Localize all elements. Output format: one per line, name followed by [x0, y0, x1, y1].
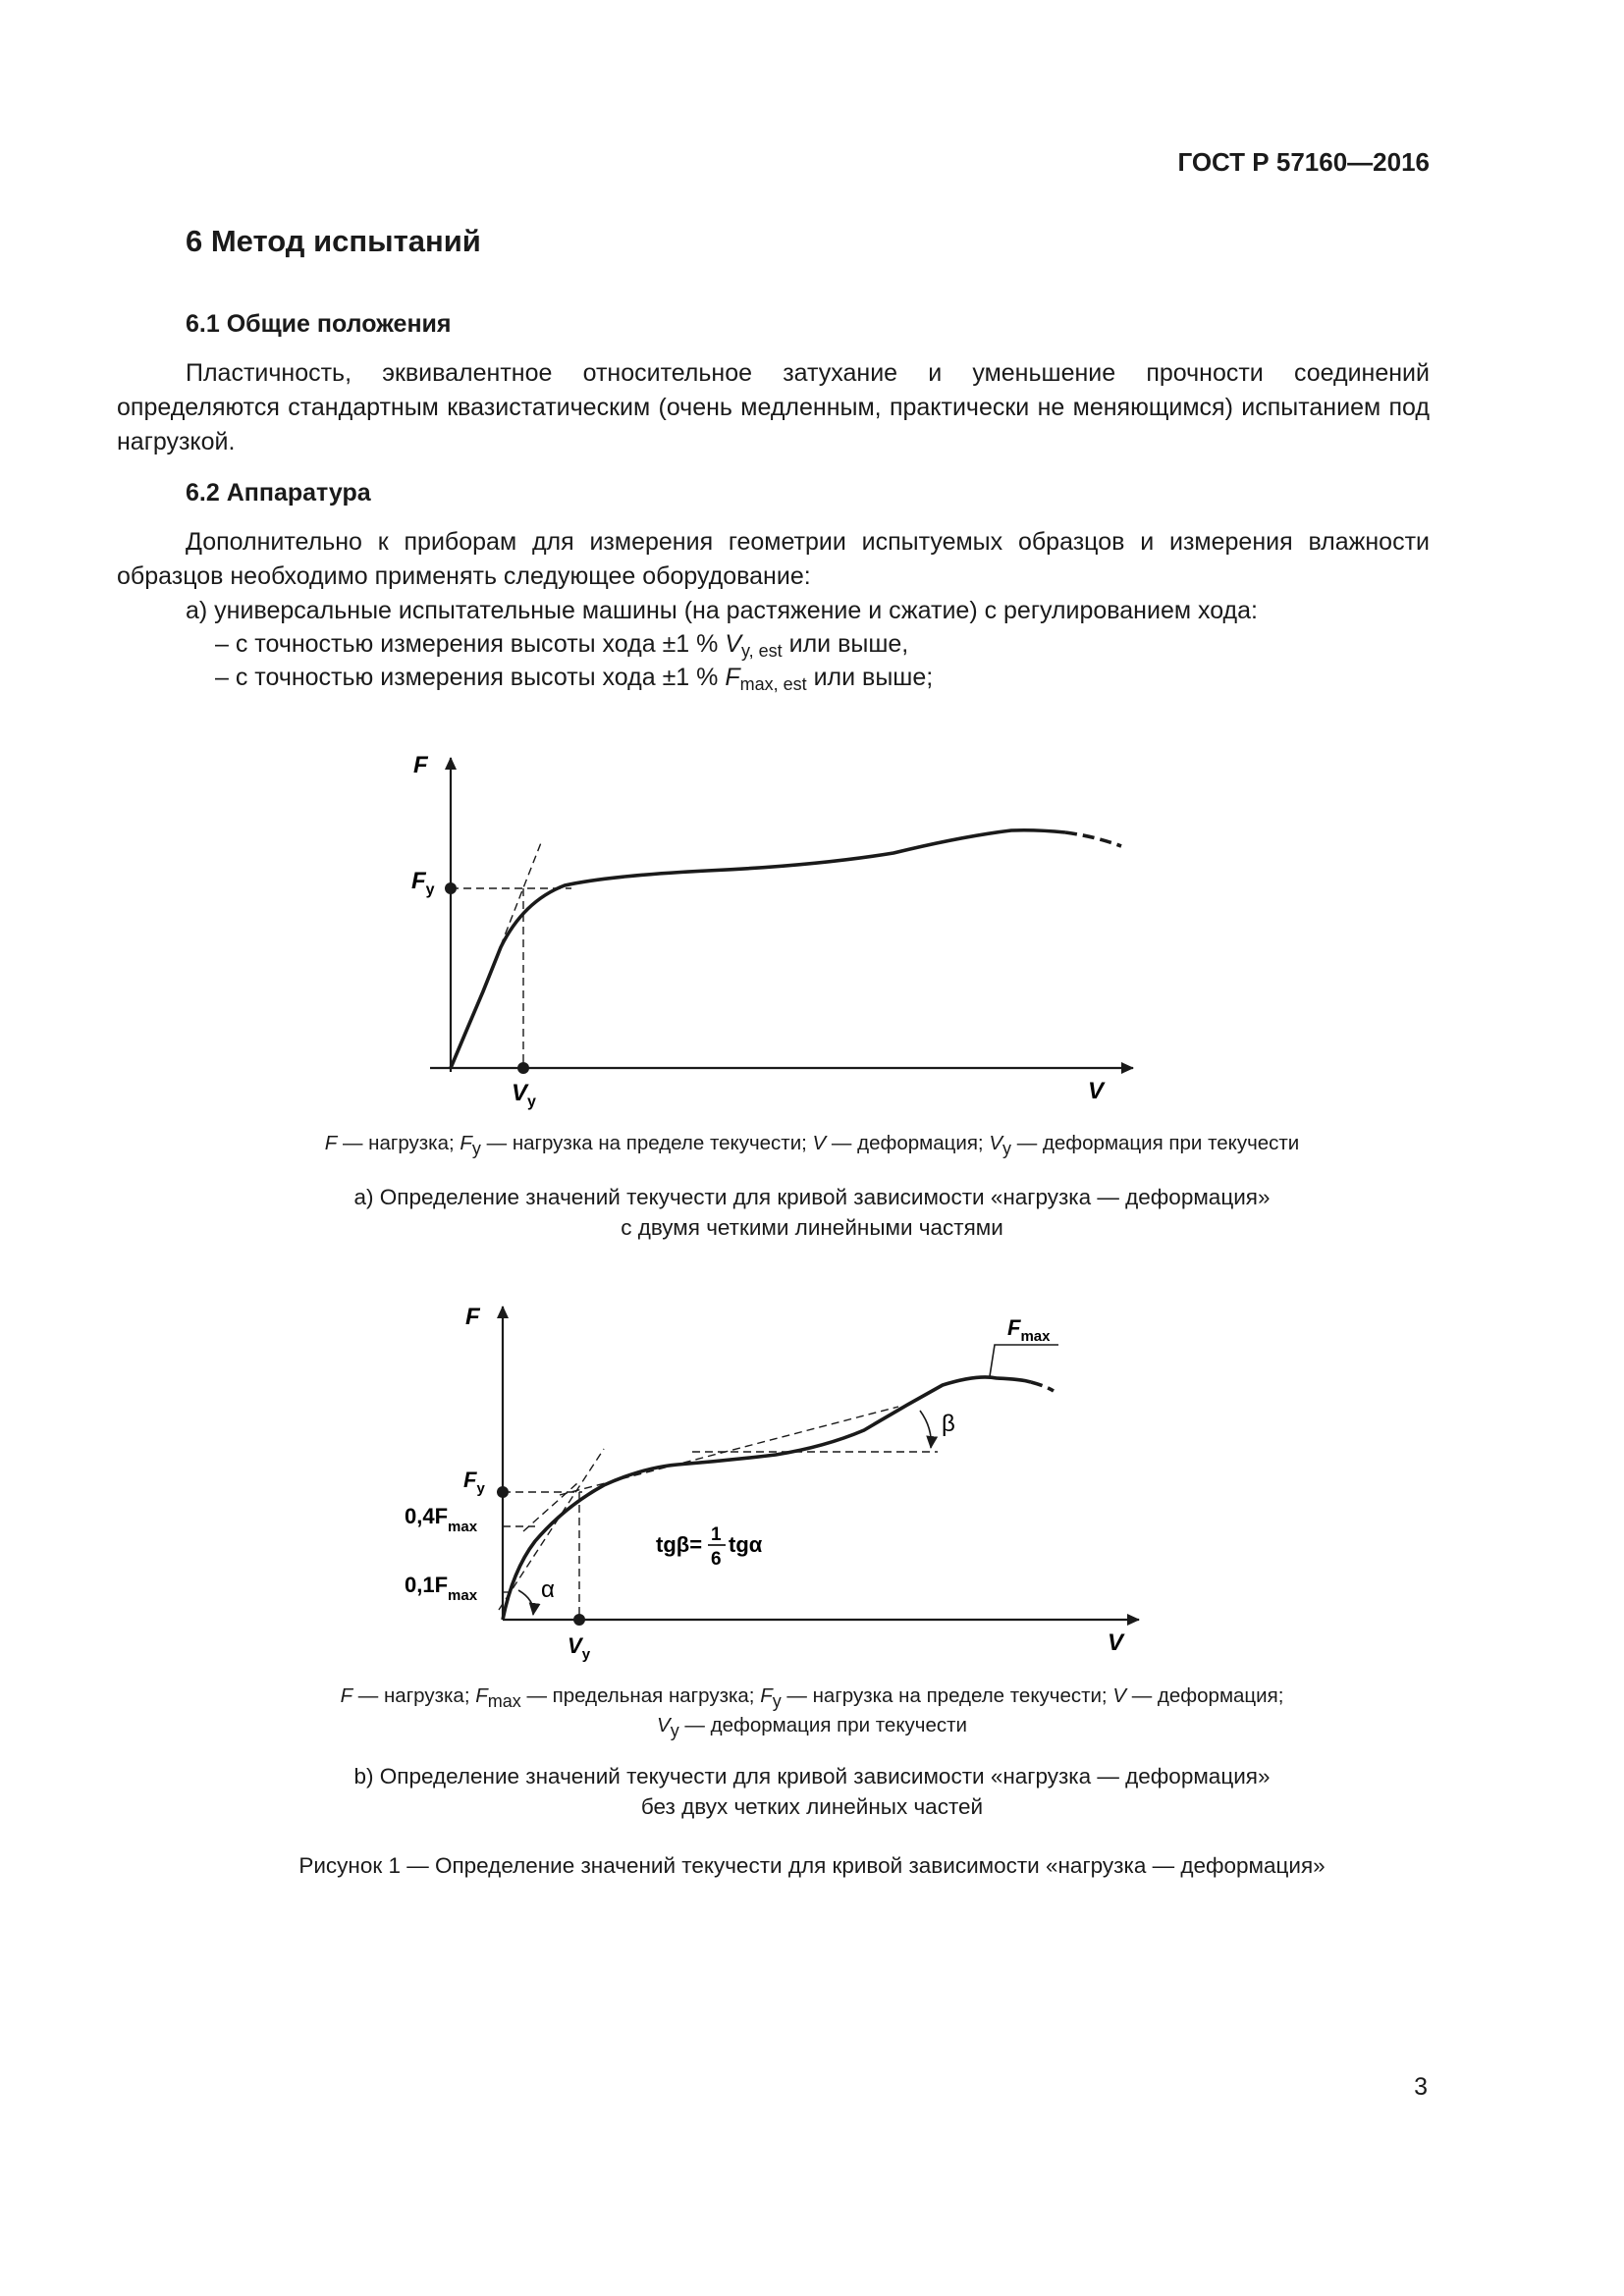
dash-item-1-sub: y, est — [741, 641, 783, 661]
dash-item-2-symbol: F — [725, 664, 740, 691]
figure-a-caption-2: с двумя четкими линейными частями — [621, 1215, 1003, 1240]
legend-a-text2: — нагрузка на пределе текучести; — [480, 1132, 813, 1154]
figure-a — [411, 752, 1133, 1110]
figure-b-alpha-arc — [518, 1590, 533, 1615]
legend-a-text3: — деформация; — [826, 1132, 990, 1154]
dash-item-2-pre: – с точностью измерения высоты хода ±1 % — [215, 664, 726, 691]
figure-b-caption-2: без двух четких линейных частей — [640, 1794, 984, 1819]
list-item-a: а) универсальные испытательные машины (на растяжение и сжатие) с регулированием хода: — [186, 597, 1258, 624]
legend-a-fy-sub: y — [471, 1139, 481, 1158]
paragraph-6-2-text: Дополнительно к приборам для измерения геометрии испытуемых образцов и измерения влажности образцов необходимо применять следующее оборудование: — [117, 528, 1430, 590]
legend-b-v: V — [1112, 1684, 1127, 1707]
figure-b-04-label: $0,4F_{max}$ — [405, 1504, 478, 1535]
figure-b-formula-num: 1 — [711, 1524, 722, 1545]
legend-b-fmax-sub: max — [487, 1691, 521, 1711]
figure-b-beta-label: β — [942, 1411, 955, 1437]
legend-b-text1: — нагрузка; — [352, 1684, 476, 1707]
legend-b-text2: — предельная нагрузка; — [520, 1684, 761, 1707]
dash-item-2-sub: max, est — [739, 674, 807, 694]
figure-a-fy-point — [445, 882, 457, 894]
figure-b-fmax-leader — [990, 1345, 1058, 1376]
legend-a-vy-sub: y — [1002, 1139, 1012, 1158]
figure-b-legend-2 — [0, 1711, 1624, 1740]
figure-b-tangent-upper — [560, 1407, 898, 1495]
figure-a-vy-point — [517, 1062, 529, 1074]
legend-b-vy: V — [657, 1714, 671, 1736]
figure-b-legend-1 — [0, 1682, 1624, 1711]
figure-a-fy-label: $F_y$ — [411, 868, 435, 898]
figure-a-vy-label: $V_y$ — [512, 1080, 536, 1110]
page-number: 3 — [1414, 2073, 1428, 2101]
figure-b-vy-point — [573, 1614, 585, 1626]
section-title: 6 Метод испытаний — [186, 224, 481, 258]
paragraph-6-1-text: Пластичность, эквивалентное относительное затухание и уменьшение прочности соединений определяются стандартным квазистатическим (очень медленным, практически не меняющимся) испытанием под нагрузкой. — [117, 359, 1430, 455]
figure-a-curve-dashed — [1065, 832, 1121, 846]
figure-b-fy-point — [497, 1486, 509, 1498]
legend-a-v: V — [812, 1132, 827, 1154]
legend-b-fy-sub: y — [772, 1691, 782, 1711]
figure-b-vy-label: $V_y$ — [568, 1633, 591, 1663]
figure-b-formula-left: tgβ= — [656, 1532, 703, 1557]
figure-a-curve — [451, 830, 1065, 1068]
dash-item-2-post: или выше; — [806, 664, 934, 691]
legend-a-text4: — деформация при текучести — [1011, 1132, 1300, 1154]
figure-b-formula-right: tgα — [729, 1532, 763, 1557]
legend-b-f: F — [340, 1684, 353, 1707]
dash-item-1-symbol: V — [725, 630, 741, 658]
legend-b-vy-sub: y — [670, 1721, 679, 1740]
dash-item-1-pre: – с точностью измерения высоты хода ±1 % — [215, 630, 726, 658]
figure-b-curve-dashed — [1031, 1382, 1054, 1391]
figure-a-legend — [0, 1129, 1624, 1158]
legend-b-fmax: F — [475, 1684, 488, 1707]
figure-b-axis-y-label: F — [465, 1304, 480, 1330]
subsection-title-6-2: 6.2 Аппаратура — [186, 479, 371, 507]
legend-a-vy: V — [989, 1132, 1003, 1154]
figure-a-caption-1: а) Определение значений текучести для кривой зависимости «нагрузка — деформация» — [353, 1185, 1271, 1209]
legend-a-f: F — [324, 1132, 338, 1154]
figure-b-fy-label: $F_y$ — [463, 1468, 485, 1497]
legend-b-text3: — нагрузка на пределе текучести; — [781, 1684, 1113, 1707]
figure-a-axis-y-label: F — [413, 752, 428, 778]
figure-b-formula-den: 6 — [711, 1549, 722, 1570]
figure-b — [405, 1304, 1139, 1663]
legend-b-text5: — деформация при текучести — [678, 1714, 967, 1736]
figure-b-alpha-label: α — [541, 1576, 555, 1603]
figure-b-fmax-label: $F_{max}$ — [1007, 1315, 1051, 1345]
figure-a-axis-x-label: V — [1088, 1078, 1105, 1104]
figure-b-axis-x-label: V — [1108, 1629, 1124, 1656]
legend-a-fy: F — [460, 1132, 472, 1154]
figure-title: Рисунок 1 — Определение значений текучести для кривой зависимости «нагрузка — деформация» — [298, 1853, 1326, 1878]
figure-b-caption-1: b) Определение значений текучести для кривой зависимости «нагрузка — деформация» — [353, 1764, 1271, 1789]
dash-item-1-post: или выше, — [782, 630, 909, 658]
legend-b-text4: — деформация; — [1126, 1684, 1284, 1707]
figure-b-01-label: $0,1F_{max}$ — [405, 1573, 478, 1604]
standard-id: ГОСТ Р 57160—2016 — [1177, 147, 1430, 177]
figure-a-tangent — [496, 840, 542, 958]
legend-a-text1: — нагрузка; — [337, 1132, 460, 1154]
legend-b-fy: F — [760, 1684, 773, 1707]
figure-b-beta-arc — [920, 1411, 931, 1448]
subsection-title-6-1: 6.1 Общие положения — [186, 310, 452, 338]
